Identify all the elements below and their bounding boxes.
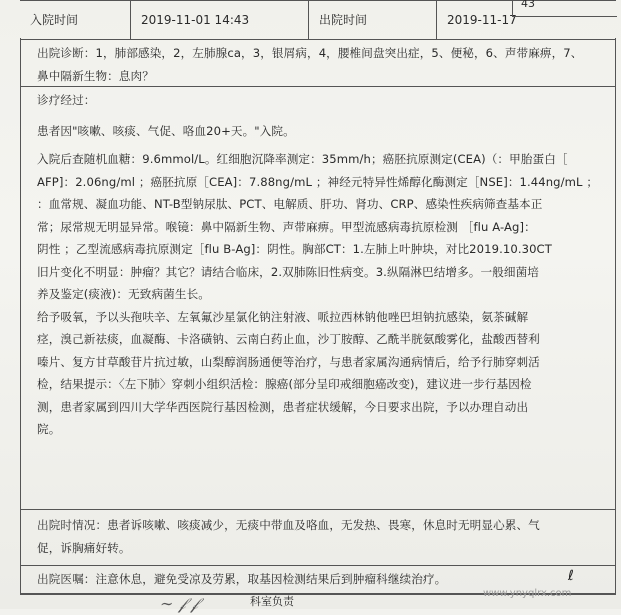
diagnosis-text-line1: 1，肺部感染，2，左肺腺ca，3，银屑病，4，腰椎间盘突出症，5、便秘，6、声带麻痹，7、 bbox=[95, 46, 583, 60]
course-line-13: 院。 bbox=[37, 422, 61, 436]
course-label: 诊疗经过： bbox=[37, 93, 96, 107]
course-line-4: 常；尿常规无明显异常。喉镜：鼻中隔新生物、声带麻痹。甲型流感病毒抗原检测 ［flu A-Ag]： bbox=[37, 219, 536, 234]
discharge-advice-text: 注意休息，避免受凉及劳累，取基因检测结果后到肿瘤科继续治疗。 bbox=[95, 572, 447, 586]
admit-label: 入院时间 bbox=[30, 13, 79, 27]
discharge-status-label: 出院时情况： bbox=[37, 518, 108, 532]
diagnosis-text-line2: 鼻中隔新生物：息肉？ bbox=[37, 68, 154, 83]
diagnosis-section bbox=[20, 38, 616, 87]
discharge-value: 2019-11-17 bbox=[447, 13, 517, 27]
admit-value-cell bbox=[130, 1, 309, 39]
course-line-12: 测，患者家属到四川大学华西医院行基因检测，患者症状缓解，今日要求出院，予以办理自动出 bbox=[37, 399, 529, 414]
handwritten-mark: ℓ bbox=[568, 568, 574, 584]
course-line-11: 检，结果提示：〈左下肺〉穿刺小组织活检：腺癌(部分呈印戒细胞癌改变)，建议进一步行基因检 bbox=[37, 377, 532, 391]
course-line-5: 阴性 ；乙型流感病毒抗原测定［flu B-Ag]：阴性。胸部CT：1.左肺上叶肿块，对比2019.10.30CT bbox=[37, 242, 552, 256]
course-line-9: 痉，溴己新祛痰，血凝酶、卡洛磺钠、云南白药止血，沙丁胺醇、乙酰半胱氨酸雾化，盐酸西替利 bbox=[37, 332, 540, 346]
watermark: www.ynyqlrx.com bbox=[483, 588, 572, 599]
handwritten-signature: ∼ 𝒻 𝒻 bbox=[160, 594, 198, 613]
admit-value: 2019-11-01 14:43 bbox=[141, 13, 250, 27]
course-line-6: 旧片变化不明显：肿瘤？其它？请结合临床，2.双肺陈旧性病变。3.纵隔淋巴结增多。一般细菌培 bbox=[37, 264, 539, 279]
discharge-status-line1: 患者诉咳嗽、咳痰减少，无痰中带血及咯血，无发热、畏寒，休息时无明显心累、气 bbox=[107, 518, 540, 532]
discharge-label-cell bbox=[308, 1, 437, 39]
admit-label-cell bbox=[20, 1, 130, 39]
discharge-status-line2: 促，诉胸痛好转。 bbox=[37, 540, 131, 555]
diagnosis-label: 出院诊断： bbox=[37, 46, 96, 60]
treatment-course-section bbox=[20, 87, 616, 510]
course-line-1: 入院后查随机血糖：9.6mmol/L。红细胞沉降率测定：35mm/h；癌胚抗原测定(CEA)（：甲胎蛋白［ bbox=[37, 152, 568, 166]
corner-number-cell bbox=[512, 0, 617, 17]
course-line-10: 嗪片、复方甘草酸苷片抗过敏，山梨醇润肠通便等治疗，与患者家属沟通病情后，给予行肺穿刺活 bbox=[37, 354, 540, 369]
discharge-label: 出院时间 bbox=[319, 13, 368, 27]
corner-number: 43 bbox=[521, 0, 535, 10]
course-line-2: AFP]：2.06ng/ml ；癌胚抗原［CEA]：7.88ng/mL ；神经元特异性烯醇化酶测定［NSE]：1.44ng/mL ； bbox=[37, 174, 599, 189]
course-line-8: 给予吸氧，予以头孢呋辛、左氧氟沙星氯化钠注射液、哌拉西林钠他唑巴坦钠抗感染，氨茶碱解 bbox=[37, 309, 529, 324]
discharge-advice-label: 出院医嘱： bbox=[37, 572, 96, 586]
course-line-3: ：血常规、凝血功能、NT-B型钠尿肽、PCT、电解质、肝功、肾功、CRP、感染性疾病筛查基本正 bbox=[37, 197, 543, 211]
bottom-left-text: 科室负责 bbox=[250, 595, 294, 608]
course-line-7: 养及鉴定(痰液)：无致病菌生长。 bbox=[37, 287, 210, 301]
discharge-status-section bbox=[20, 510, 616, 566]
course-line-0: 患者因"咳嗽、咳痰、气促、咯血20+天。"入院。 bbox=[37, 123, 295, 138]
